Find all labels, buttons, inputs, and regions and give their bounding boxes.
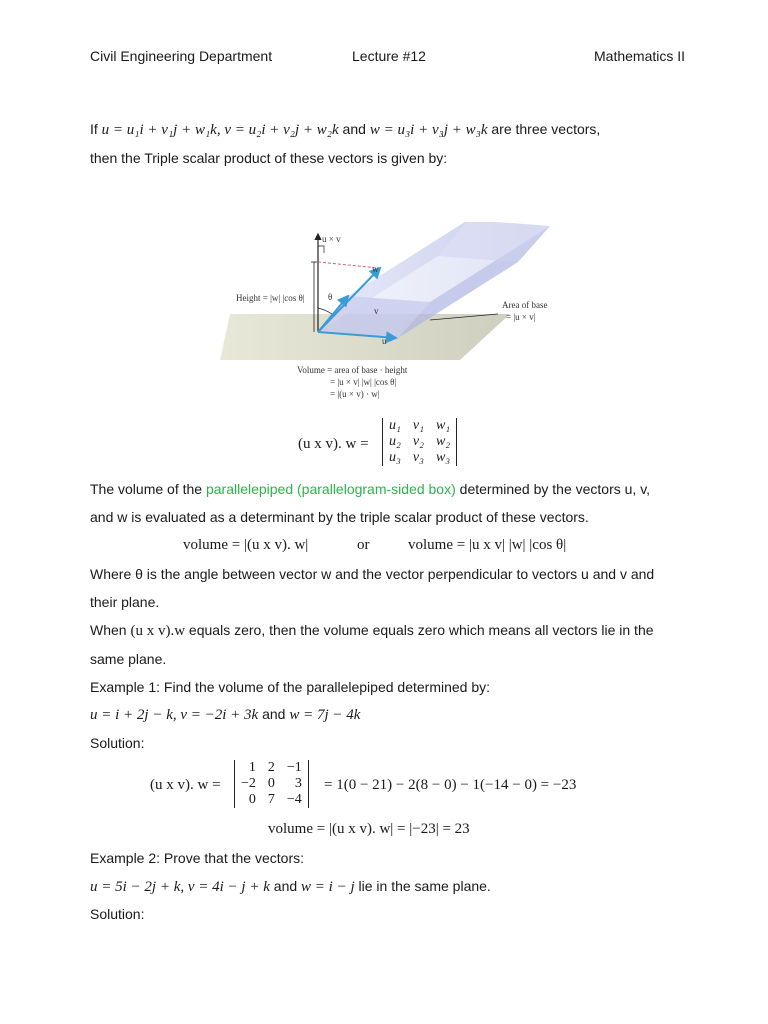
u-v-definition: u = u₁i + v₁j + w₁k, v = u₂i + v₂j + w₂k: [101, 122, 339, 138]
para2-line-1: Where θ is the angle between vector w and the vector perpendicular to vectors u and v and: [90, 566, 655, 582]
matrix-cell: −4: [286, 792, 302, 807]
w-definition: w = u₃i + v₃j + w₃k: [369, 122, 488, 138]
example1-rhs: = 1(0 − 21) − 2(8 − 0) − 1(−14 − 0) = −23: [324, 777, 577, 793]
projection-line: [318, 262, 378, 268]
area-label-1: Area of base: [502, 300, 548, 310]
example2-solution-label: Solution:: [90, 906, 145, 922]
example1-result: volume = |(u x v). w| = |−23| = 23: [268, 821, 470, 837]
volume-caption-2: = |u × v| |w| |cos θ|: [330, 377, 397, 387]
example1-title: Example 1: Find the volume of the parallelepiped determined by:: [90, 679, 491, 695]
matrix-cell: 0: [248, 792, 256, 807]
para3-line-1: When (u x v).w equals zero, then the volume equals zero which means all vectors lie in the: [90, 622, 654, 639]
matrix-cell: w₂: [435, 434, 451, 449]
header-left: Civil Engineering Department: [90, 48, 273, 64]
matrix-cell: −2: [241, 776, 256, 791]
matrix-cell: u₃: [389, 450, 401, 465]
matrix-cell: 0: [267, 776, 275, 791]
w-label: w: [372, 264, 379, 274]
volume-formula-right: volume = |u x v| |w| |cos θ|: [408, 537, 567, 553]
matrix-cell: 1: [248, 760, 256, 775]
volume-formula-left: volume = |(u x v). w|: [183, 537, 309, 553]
uxv-label: u × v: [322, 234, 341, 244]
parallelepiped-highlight: parallelepiped (parallelogram-sided box): [205, 481, 456, 497]
theta-label: θ: [328, 292, 333, 302]
volume-caption-3: = |(u × v) · w|: [330, 389, 380, 399]
para3-line-2: same plane.: [90, 651, 167, 667]
u-label: u: [382, 336, 387, 346]
intro-line-1: If u = u₁i + v₁j + w₁k, v = u₂i + v₂j + w₂k and w = u₃i + v₃j + w₃k are three vectors,: [90, 121, 601, 138]
matrix-cell: 7: [267, 792, 275, 807]
para2-line-2: their plane.: [90, 594, 160, 610]
matrix-cell: w₃: [435, 450, 451, 465]
para3-math: (u x v).w: [130, 623, 186, 639]
matrix-cell: 2: [267, 760, 275, 775]
matrix-cell: v₁: [412, 418, 424, 433]
para1-line-2: and w is evaluated as a determinant by the triple scalar product of these vectors.: [90, 509, 589, 525]
example1-vectors: u = i + 2j − k, v = −2i + 3k and w = 7j − 4k: [90, 706, 361, 723]
example1-determinant: [234, 760, 309, 808]
formula1-determinant: [382, 418, 457, 466]
matrix-cell: u₁: [389, 418, 401, 433]
area-label-2: = |u × v|: [506, 312, 536, 322]
v-label: v: [374, 306, 379, 316]
example1-lhs: (u x v). w =: [150, 777, 221, 793]
matrix-cell: w₁: [435, 418, 451, 433]
volume-or: or: [357, 537, 370, 553]
example2-title: Example 2: Prove that the vectors:: [90, 850, 304, 866]
matrix-cell: v₃: [412, 450, 424, 465]
header-right: Mathematics II: [594, 48, 686, 64]
example2-vectors: u = 5i − 2j + k, v = 4i − j + k and w = i − j lie in the same plane.: [90, 878, 491, 895]
matrix-cell: v₂: [412, 434, 424, 449]
example1-solution-label: Solution:: [90, 735, 145, 751]
formula1-lhs: (u x v). w =: [298, 436, 369, 452]
intro-line-2: then the Triple scalar product of these vectors is given by:: [90, 150, 448, 166]
box-top: [438, 222, 550, 262]
height-label: Height = |w| |cos θ|: [236, 293, 305, 303]
para1-line-1: The volume of the parallelepiped (parallelogram-sided box) determined by the vectors u, v,: [90, 481, 651, 497]
volume-caption-1: Volume = area of base · height: [297, 365, 408, 375]
matrix-cell: 3: [294, 776, 302, 791]
header-center: Lecture #12: [352, 48, 426, 64]
matrix-cell: −1: [286, 760, 302, 775]
parallelepiped-figure: [220, 222, 560, 407]
matrix-cell: u₂: [389, 434, 401, 449]
